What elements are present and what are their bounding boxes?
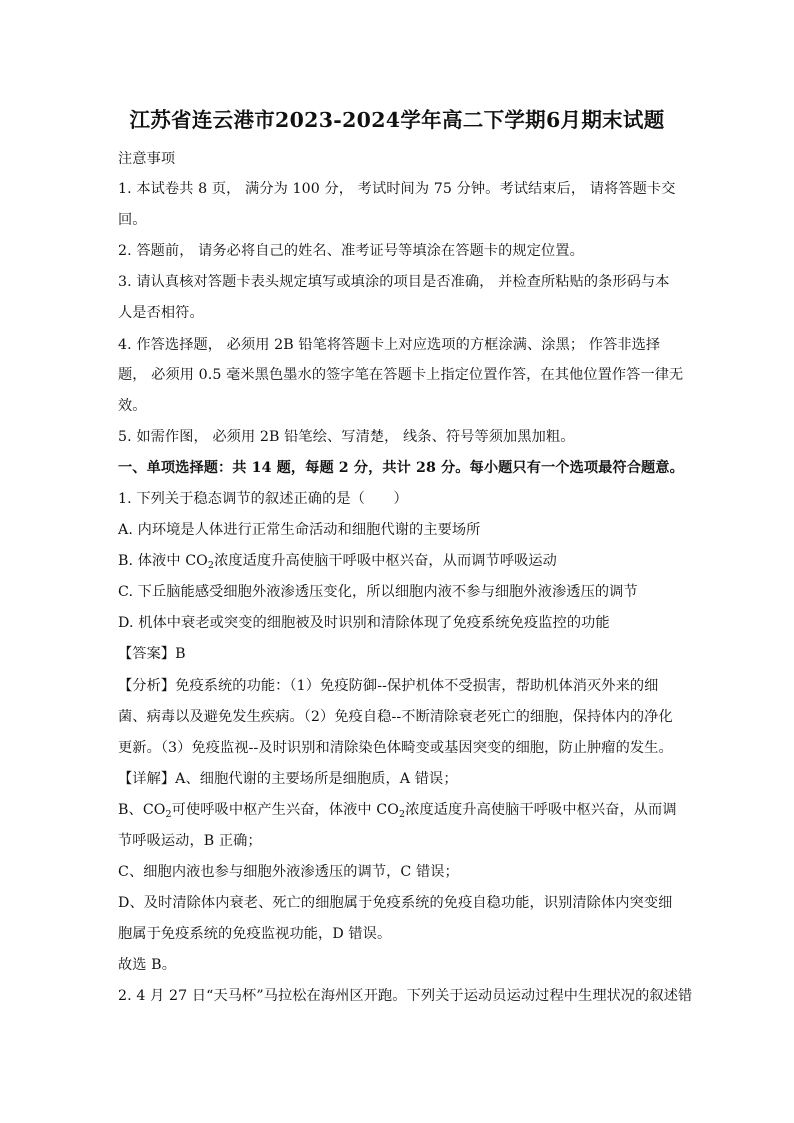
subscript: 2 xyxy=(399,809,406,820)
subscript: 2 xyxy=(165,809,172,820)
detail-text: 可使呼吸中枢产生兴奋，体液中 CO xyxy=(171,802,399,818)
option-c: C. 下丘脑能感受细胞外液渗透压变化，所以细胞内液不参与细胞外液渗透压的调节 xyxy=(118,584,638,600)
question-stem: 1. 下列关于稳态调节的叙述正确的是（ ） xyxy=(118,491,408,507)
detail-line: C、细胞内液也参与细胞外液渗透压的调节，C 错误； xyxy=(118,864,459,880)
page-title: 江苏省连云港市2023-2024学年高二下学期6月期末试题 xyxy=(129,108,665,132)
note-line: 1. 本试卷共 8 页， 满分为 100 分， 考试时间为 75 分钟。考试结束后， 请将答题卡交 xyxy=(118,181,676,197)
notice-heading: 注意事项 xyxy=(118,151,176,167)
question-stem: 2. 4 月 27 日“天马杯”马拉松在海州区开跑。下列关于运动员运动过程中生理状况的叙述错 xyxy=(118,988,693,1004)
analysis-line: 更新。（3）免疫监视--及时识别和清除染色体畸变或基因突变的细胞，防止肿瘤的发生。 xyxy=(118,740,673,756)
option-b xyxy=(118,550,678,570)
note-line: 人是否相符。 xyxy=(118,305,204,321)
option-b-text: B. 体液中 CO xyxy=(118,553,208,569)
note-line: 5. 如需作图， 必须用 2B 铅笔绘、写清楚， 线条、符号等须加黑加粗。 xyxy=(118,429,575,445)
option-d: D. 机体中衰老或突变的细胞被及时识别和清除体现了免疫系统免疫监控的功能 xyxy=(118,615,610,631)
conclusion: 故选 B。 xyxy=(118,957,176,973)
note-line: 回。 xyxy=(118,212,147,228)
detail-line: 节呼吸运动，B 正确； xyxy=(118,833,262,849)
detail-text: B、CO xyxy=(118,802,166,818)
detail-line xyxy=(118,799,678,819)
subscript: 2 xyxy=(207,560,215,571)
note-line: 3. 请认真核对答题卡表头规定填写或填涂的项目是否准确， 并检查所粘贴的条形码与本 xyxy=(118,274,670,290)
note-line: 4. 作答选择题， 必须用 2B 铅笔将答题卡上对应选项的方框涂满、涂黑； 作答非选择 xyxy=(118,337,661,353)
note-line: 2. 答题前， 请务必将自己的姓名、准考证号等填涂在答题卡的规定位置。 xyxy=(118,243,584,259)
detail-line: 【详解】A、细胞代谢的主要场所是细胞质，A 错误； xyxy=(118,771,458,787)
option-b-text: 浓度适度升高使脑干呼吸中枢兴奋，从而调节呼吸运动 xyxy=(214,553,557,569)
analysis-line: 菌、病毒以及避免发生疾病。（2）免疫自稳--不断清除衰老死亡的细胞，保持体内的净化 xyxy=(118,709,673,725)
detail-line: D、及时清除体内衰老、死亡的细胞属于免疫系统的免疫自稳功能，识别清除体内突变细 xyxy=(118,895,673,911)
note-line: 题， 必须用 0.5 毫米黑色墨水的签字笔在答题卡上指定位置作答，在其他位置作答一律无 xyxy=(118,367,684,383)
analysis-line: 【分析】免疫系统的功能：（1）免疫防御--保护机体不受损害，帮助机体消灭外来的细 xyxy=(118,678,659,694)
answer: 【答案】B xyxy=(118,646,186,662)
detail-line: 胞属于免疫系统的免疫监视功能，D 错误。 xyxy=(118,926,392,942)
section-heading: 一、单项选择题：共 14 题，每题 2 分，共计 28 分。每小题只有一个选项最符合题意。 xyxy=(118,460,684,476)
option-a: A. 内环境是人体进行正常生命活动和细胞代谢的主要场所 xyxy=(118,522,481,538)
detail-text: 浓度适度升高使脑干呼吸中枢兴奋，从而调 xyxy=(405,802,677,818)
note-line: 效。 xyxy=(118,398,147,414)
